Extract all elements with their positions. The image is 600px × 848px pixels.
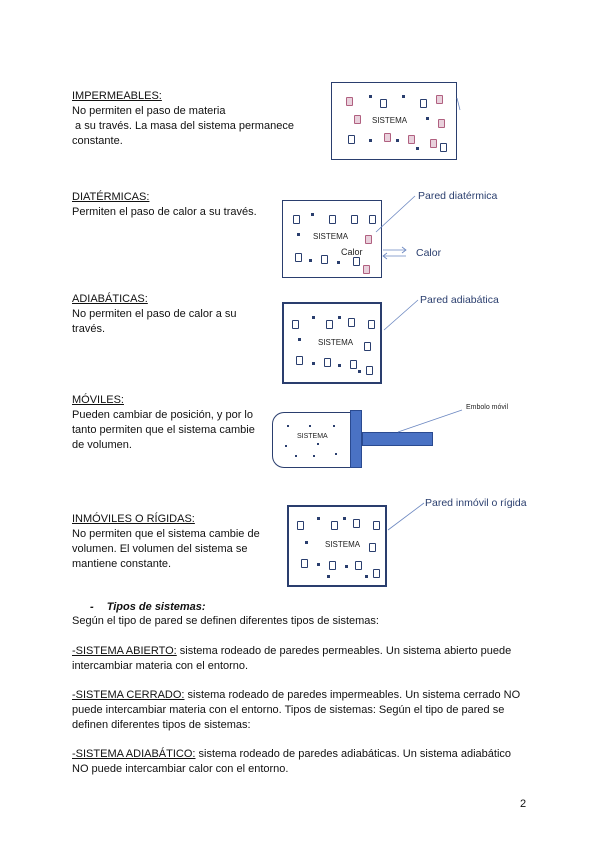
system-label: SISTEMA xyxy=(318,338,354,347)
type-term: -SISTEMA ADIABÁTICO: xyxy=(72,748,196,760)
types-heading xyxy=(90,600,206,615)
type-line: NO puede intercambiar calor con el entorno. xyxy=(72,763,289,775)
section-line: a su través. La masa del sistema permanece xyxy=(72,120,294,132)
section-line: volumen. El volumen del sistema se xyxy=(72,543,248,555)
system-label: SISTEMA xyxy=(325,540,361,549)
types-heading-text: Tipos de sistemas: xyxy=(106,601,206,613)
types-intro: Según el tipo de pared se definen diferentes tipos de sistemas: xyxy=(72,615,379,627)
section-line: constante. xyxy=(72,135,123,147)
callout-pared-rigida: Pared inmóvil o rígida xyxy=(425,497,527,509)
section-title: MÓVILES: xyxy=(72,394,124,406)
section-line: mantiene constante. xyxy=(72,558,172,570)
section-line: No permiten el paso de materia xyxy=(72,105,226,117)
system-label: SISTEMA xyxy=(297,433,328,440)
type-cerrado xyxy=(72,688,520,733)
system-label: SISTEMA xyxy=(372,116,408,125)
callout-embolo-movil: Embolo móvil xyxy=(466,404,509,411)
section-line: No permiten el paso de calor a su xyxy=(72,308,237,320)
type-term: -SISTEMA CERRADO: xyxy=(72,689,185,701)
section-line: tanto permiten que el sistema cambie xyxy=(72,424,255,436)
section-line: Permiten el paso de calor a su través. xyxy=(72,206,257,218)
section-line: través. xyxy=(72,323,106,335)
type-line: definen diferentes tipos de sistemas: xyxy=(72,719,251,731)
system-label: SISTEMA xyxy=(313,232,349,241)
type-line: sistema rodeado de paredes impermeables. Un sistema cerrado NO xyxy=(184,689,521,701)
section-line: Pueden cambiar de posición, y por lo xyxy=(72,409,253,421)
bullet: - xyxy=(90,601,94,613)
callout-pared-diatermica: Pared diatérmica xyxy=(418,190,498,202)
outer-heat-label: Calor xyxy=(416,247,442,259)
section-title: IMPERMEABLES: xyxy=(72,90,162,102)
page-number: 2 xyxy=(520,798,527,810)
type-line: sistema rodeado de paredes adiabáticas. Un sistema adiabático xyxy=(195,748,512,760)
type-line: puede intercambiar materia con el entorno. Tipos de sistemas: Según el tipo de pared se xyxy=(72,704,505,716)
section-title: DIATÉRMICAS: xyxy=(72,191,150,203)
section-line: de volumen. xyxy=(72,439,132,451)
section-title: ADIABÁTICAS: xyxy=(72,293,148,305)
type-term: -SISTEMA ABIERTO: xyxy=(72,645,177,657)
section-line: No permiten que el sistema cambie de xyxy=(72,528,260,540)
type-line: intercambiar materia con el entorno. xyxy=(72,660,249,672)
type-line: sistema rodeado de paredes permeables. Un sistema abierto puede xyxy=(176,645,512,657)
type-adiabatico xyxy=(72,747,511,777)
type-abierto xyxy=(72,644,511,674)
inner-heat-label: Calor xyxy=(341,247,363,257)
callout-pared-adiabatica: Pared adiabática xyxy=(420,294,499,306)
section-title: INMÓVILES O RÍGIDAS: xyxy=(72,513,195,525)
